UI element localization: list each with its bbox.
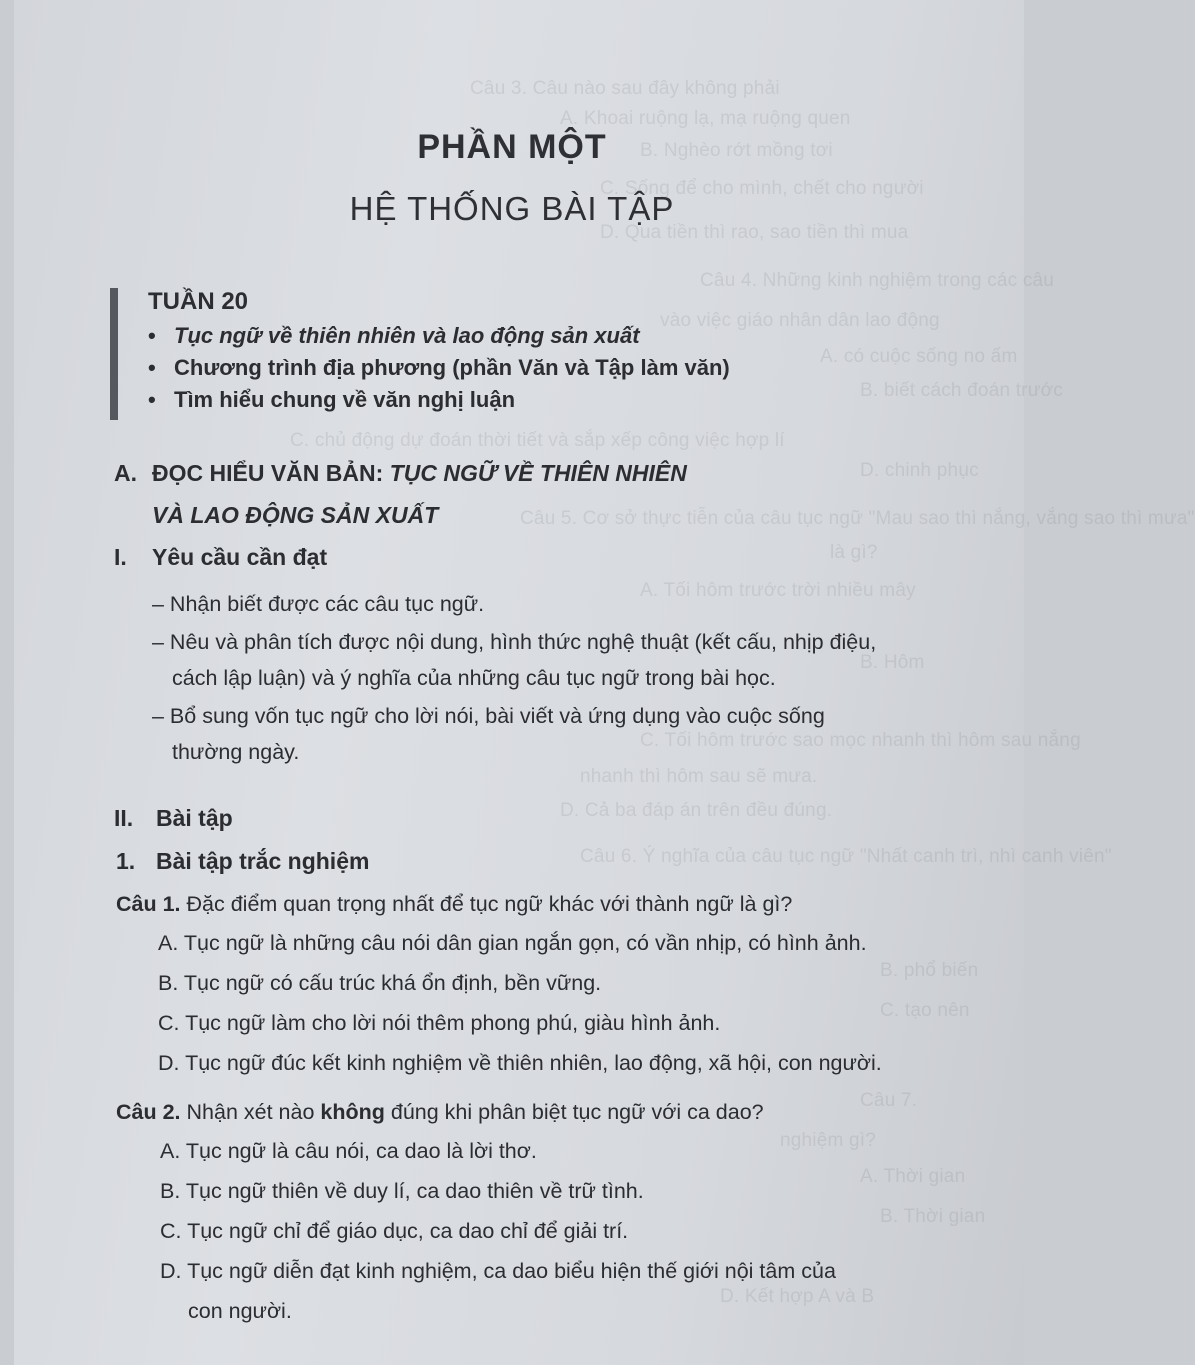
week-item: • Tục ngữ về thiên nhiên và lao động sản xuất [148, 323, 640, 348]
section-a-plain: ĐỌC HIỂU VĂN BẢN: [152, 460, 390, 486]
section-a-label: A. [114, 460, 137, 486]
option-b: B. Tục ngữ thiên về duy lí, ca dao thiên về trữ tình. [160, 1179, 644, 1203]
option-a: A. Tục ngữ là những câu nói dân gian ngắn gọn, có vần nhịp, có hình ảnh. [158, 931, 867, 955]
section-a-italic-line2: VÀ LAO ĐỘNG SẢN XUẤT [152, 502, 439, 528]
week-item-text: Tục ngữ về thiên nhiên và lao động sản xuất [174, 323, 640, 348]
option-b: B. Tục ngữ có cấu trúc khá ổn định, bền vững. [158, 971, 602, 995]
section-title: HỆ THỐNG BÀI TẬP [349, 190, 675, 227]
option-d: D. Tục ngữ diễn đạt kinh nghiệm, ca dao biểu hiện thế giới nội tâm của [160, 1259, 836, 1283]
requirement-item: – Nêu và phân tích được nội dung, hình thức nghệ thuật (kết cấu, nhịp điệu, [152, 630, 877, 654]
question-options [116, 1131, 836, 1331]
option-c: C. Tục ngữ chỉ để giáo dục, ca dao chỉ để giải trí. [160, 1219, 629, 1243]
week-item-text: Tìm hiểu chung về văn nghị luận [174, 387, 516, 412]
requirement-item: thường ngày. [172, 740, 300, 764]
question-2 [116, 1100, 836, 1331]
part-title: PHẦN MỘT [417, 128, 607, 166]
exercises-subheading: 1. Bài tập trắc nghiệm [116, 848, 370, 874]
question-stem: Câu 2. Nhận xét nào không đúng khi phân biệt tục ngữ với ca dao? [116, 1100, 764, 1124]
section-a-italic: TỤC NGỮ VỀ THIÊN NHIÊN [389, 460, 687, 486]
requirements-list [152, 586, 876, 770]
question-options [116, 923, 882, 1083]
section-a-heading [114, 452, 687, 536]
requirement-item: – Bổ sung vốn tục ngữ cho lời nói, bài viết và ứng dụng vào cuộc sống [152, 704, 825, 728]
question-stem: Câu 1. Đặc điểm quan trọng nhất để tục ngữ khác với thành ngữ là gì? [116, 892, 793, 916]
exercises-heading: II. Bài tập [114, 805, 233, 831]
requirement-item: cách lập luận) và ý nghĩa của những câu tục ngữ trong bài học. [172, 666, 776, 690]
requirement-item: – Nhận biết được các câu tục ngữ. [152, 592, 485, 616]
week-box [110, 288, 730, 420]
option-d-continued: con người. [188, 1299, 292, 1323]
requirements-heading: I. Yêu cầu cần đạt [114, 544, 328, 570]
question-1 [116, 892, 882, 1083]
option-a: A. Tục ngữ là câu nói, ca dao là lời thơ. [160, 1139, 537, 1163]
week-title: TUẦN 20 [148, 288, 249, 315]
week-item: • Tìm hiểu chung về văn nghị luận [148, 387, 516, 412]
option-d: D. Tục ngữ đúc kết kinh nghiệm về thiên nhiên, lao động, xã hội, con người. [158, 1051, 882, 1075]
week-item-text: Chương trình địa phương (phần Văn và Tập làm văn) [174, 355, 730, 380]
week-item: • Chương trình địa phương (phần Văn và Tập làm văn) [148, 355, 730, 380]
option-c: C. Tục ngữ làm cho lời nói thêm phong phú, giàu hình ảnh. [158, 1011, 721, 1035]
